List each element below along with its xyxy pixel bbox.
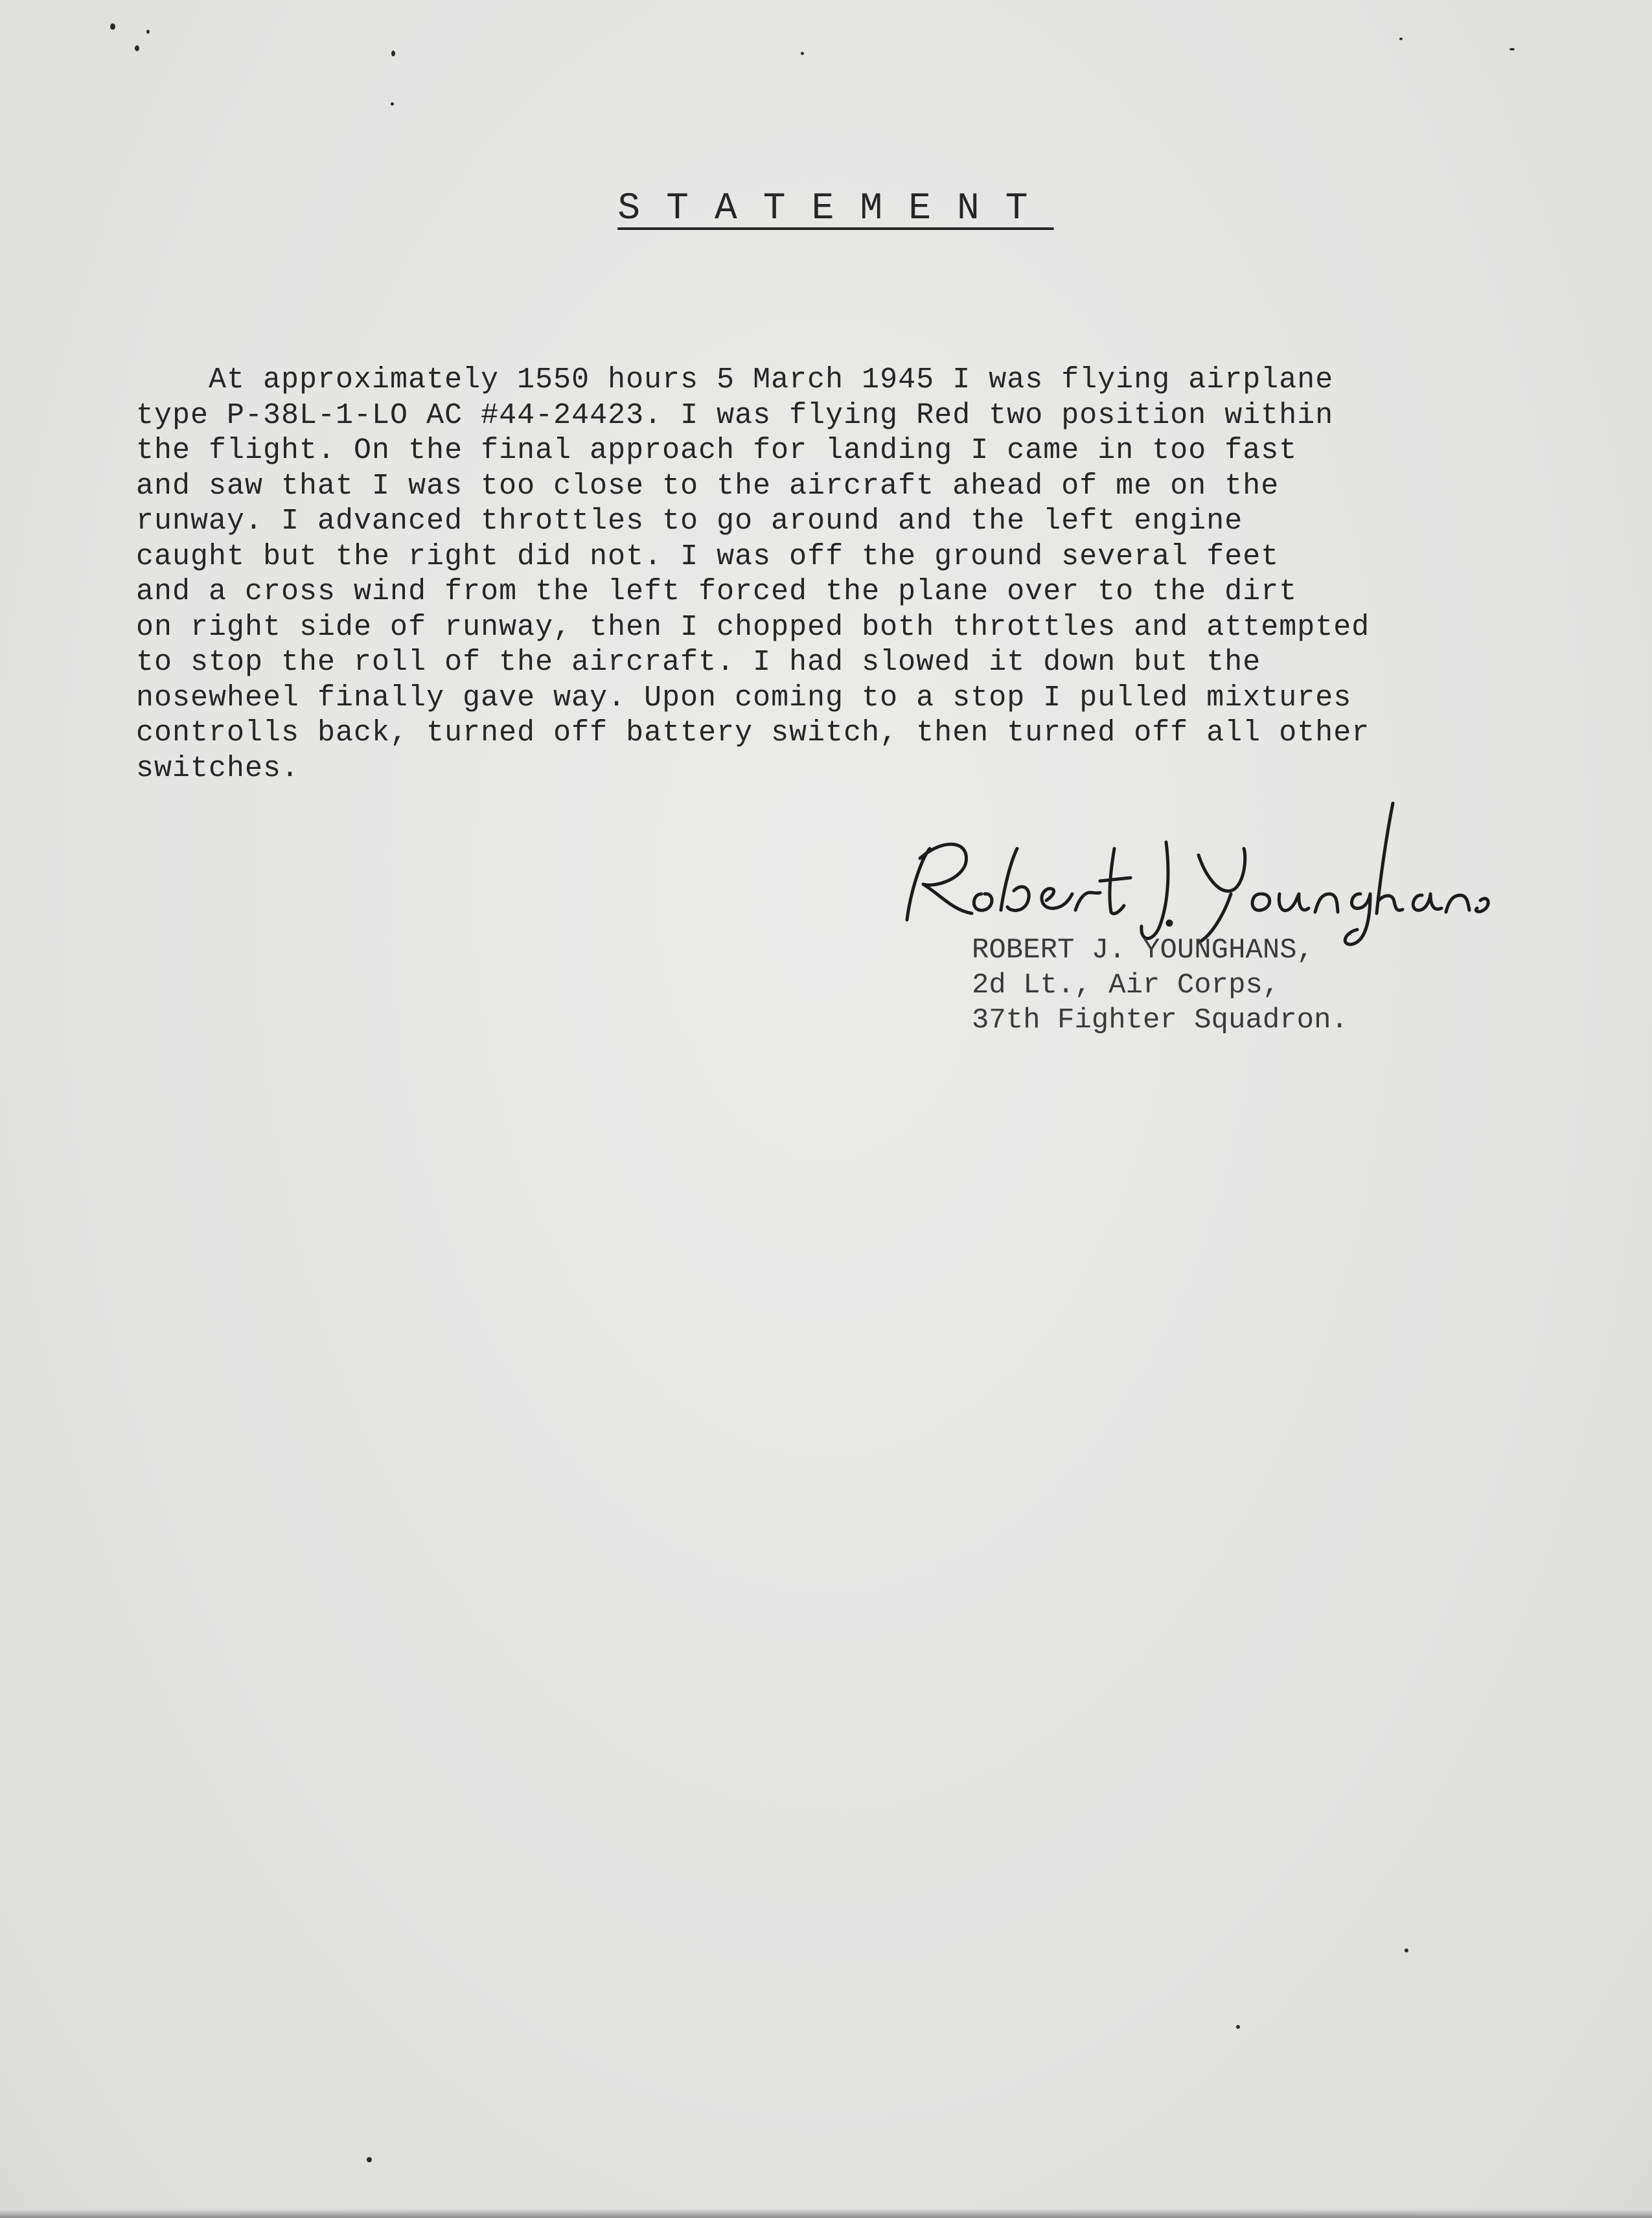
signature-block bbox=[972, 933, 1348, 1038]
paper-speck bbox=[1399, 38, 1403, 40]
paper-speck bbox=[146, 30, 150, 34]
statement-line: caught but the right did not. I was off the ground several feet bbox=[136, 540, 1279, 573]
paper-speck bbox=[1236, 2025, 1240, 2029]
statement-line: nosewheel finally gave way. Upon coming to a stop I pulled mixtures bbox=[136, 681, 1352, 715]
statement-line: switches. bbox=[136, 751, 300, 785]
statement-line: At approximately 1550 hours 5 March 1945 I was flying airplane bbox=[136, 363, 1334, 396]
paper-speck bbox=[1509, 48, 1515, 51]
statement-line: and saw that I was too close to the aircraft ahead of me on the bbox=[136, 469, 1279, 503]
paper-speck bbox=[367, 2157, 372, 2162]
paper-speck bbox=[110, 23, 115, 30]
paper-speck bbox=[391, 51, 395, 56]
handwritten-signature bbox=[894, 797, 1503, 952]
signer-unit: 37th Fighter Squadron. bbox=[972, 1004, 1348, 1036]
signer-name: ROBERT J. YOUNGHANS, bbox=[972, 934, 1314, 966]
paper-speck bbox=[1405, 1949, 1408, 1952]
statement-line: controlls back, turned off battery switch, then turned off all other bbox=[136, 716, 1370, 749]
statement-line: to stop the roll of the aircraft. I had slowed it down but the bbox=[136, 646, 1261, 679]
signer-rank: 2d Lt., Air Corps, bbox=[972, 969, 1280, 1001]
document-title: STATEMENT bbox=[617, 188, 1054, 230]
paper-speck bbox=[135, 45, 139, 51]
page-bottom-edge bbox=[0, 2209, 1652, 2218]
statement-line: and a cross wind from the left forced the plane over to the dirt bbox=[136, 575, 1298, 608]
statement-line: type P-38L-1-LO AC #44-24423. I was flying Red two position within bbox=[136, 398, 1334, 432]
statement-body bbox=[136, 363, 1574, 786]
statement-line: the flight. On the final approach for landing I came in too fast bbox=[136, 434, 1298, 467]
statement-line: on right side of runway, then I chopped both throttles and attempted bbox=[136, 610, 1370, 644]
statement-line: runway. I advanced throttles to go around and the left engine bbox=[136, 505, 1243, 538]
paper-speck bbox=[801, 52, 804, 55]
paper-speck bbox=[391, 102, 394, 106]
